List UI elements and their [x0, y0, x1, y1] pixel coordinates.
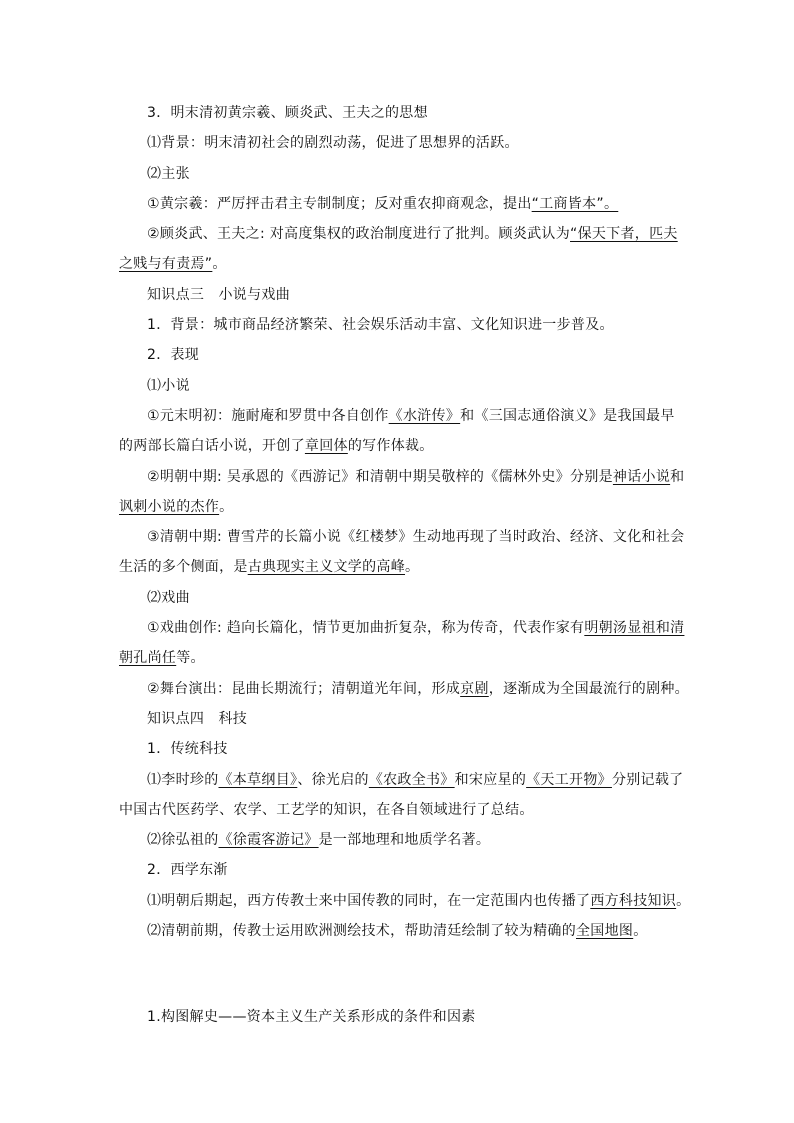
paragraph-continued: 之贱与有责焉”。: [119, 256, 227, 273]
underlined-answer: 讽刺小说的杰作: [119, 498, 220, 515]
knowledge-point-heading: 知识点四 科技: [147, 710, 248, 727]
paragraph: ②舞台演出：昆曲长期流行；清朝道光年间，形成京剧，逐渐成为全国最流行的剧种。: [147, 680, 689, 697]
paragraph: ⑵主张: [147, 165, 190, 182]
paragraph-continued: 中国古代医药学、农学、工艺学的知识，在各自领域进行了总结。: [119, 801, 534, 818]
subsection-title: 1.构图解史——资本主义生产关系形成的条件和因素: [147, 1009, 476, 1025]
paragraph: ⑴背景：明末清初社会的剧烈动荡，促进了思想界的活跃。: [147, 135, 519, 152]
underlined-answer: 朝孔尚任: [119, 650, 177, 667]
underlined-answer: 明朝汤显祖和清: [584, 620, 685, 637]
underlined-answer: 《徐霞客游记》: [218, 832, 319, 849]
underlined-answer: 之贱与有责焉”: [119, 256, 213, 273]
paragraph: ⑵徐弘祖的《徐霞客游记》是一部地理和地质学名著。: [147, 832, 491, 849]
underlined-answer: 《水浒传》: [388, 407, 461, 424]
paragraph: ①戏曲创作: 趋向长篇化，情节更加曲折复杂，称为传奇，代表作家有明朝汤显祖和清: [147, 620, 685, 637]
paragraph: 2．西学东渐: [147, 862, 228, 879]
underlined-answer: 西方科技知识: [590, 892, 677, 909]
paragraph: ①元末明初：施耐庵和罗贯中各自创作《水浒传》和《三国志通俗演义》是我国最早: [147, 407, 675, 424]
paragraph: ⑴李时珍的《本草纲目》、徐光启的《农政全书》和宋应星的《天工开物》分别记载了: [147, 771, 684, 788]
paragraph: ⑴明朝后期起，西方传教士来中国传教的同时，在一定范围内也传播了西方科技知识。: [147, 892, 691, 909]
paragraph: ⑵清朝前期，传教士运用欧洲测绘技术，帮助清廷绘制了较为精确的全国地图。: [147, 923, 648, 940]
paragraph: 1．传统科技: [147, 741, 228, 758]
knowledge-point-heading: 知识点三 小说与戏曲: [147, 286, 290, 303]
paragraph: ⑵戏曲: [147, 589, 190, 606]
paragraph-continued: 朝孔尚任等。: [119, 650, 205, 667]
paragraph: ③清朝中期: 曹雪芹的长篇小说《红楼梦》生动地再现了当时政治、经济、文化和社会: [147, 529, 685, 546]
underlined-answer: 神话小说: [612, 468, 671, 485]
paragraph-continued: 的两部长篇白话小说，开创了章回体的写作体裁。: [119, 438, 434, 455]
underlined-answer: 全国地图: [576, 923, 634, 940]
underlined-answer: 古典现实主义文学的高峰: [247, 559, 406, 576]
underlined-answer: “工商皆本”。: [531, 195, 619, 212]
section-heading: 3．明末清初黄宗羲、顾炎武、王夫之的思想: [147, 105, 428, 121]
paragraph: ⑴小说: [147, 377, 190, 394]
paragraph: 1．背景：城市商品经济繁荣、社会娱乐活动丰富、文化知识进一步普及。: [147, 317, 614, 334]
paragraph-continued: 讽刺小说的杰作。: [119, 498, 234, 515]
underlined-answer: 《天工开物》: [526, 771, 612, 788]
paragraph: ①黄宗羲：严厉抨击君主专制制度；反对重农抑商观念，提出“工商皆本”。: [147, 195, 619, 212]
underlined-answer: 《本草纲目》: [218, 771, 298, 788]
paragraph: 2．表现: [147, 347, 200, 364]
underlined-answer: 章回体: [304, 438, 348, 455]
paragraph-continued: 生活的多个侧面，是古典现实主义文学的高峰。: [119, 559, 420, 576]
paragraph: ②明朝中期: 吴承恩的《西游记》和清朝中期吴敬梓的《儒林外史》分别是神话小说和: [147, 468, 685, 485]
paragraph: ②顾炎武、王夫之: 对高度集权的政治制度进行了批判。顾炎武认为“保天下者，匹夫: [147, 226, 678, 243]
document-body: [119, 98, 691, 946]
underlined-answer: 《农政全书》: [368, 771, 455, 788]
underlined-answer: “保天下者，匹夫: [570, 226, 678, 243]
underlined-answer: 京剧: [460, 680, 489, 697]
